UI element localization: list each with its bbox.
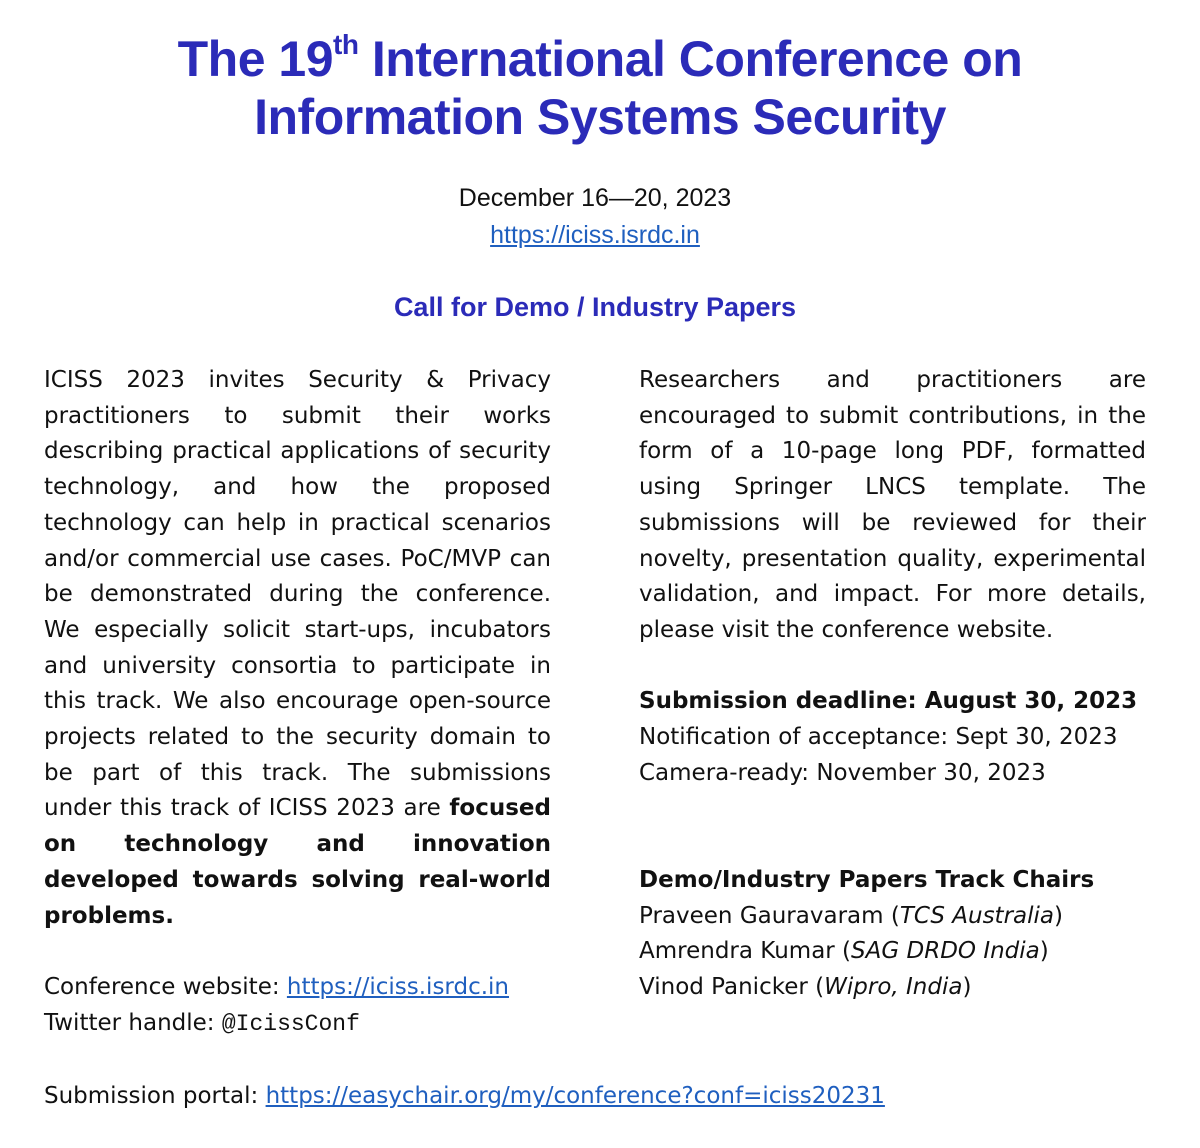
- intro-bold-text: focused on technology and innovation developed towards solving real-world problems.: [44, 795, 551, 929]
- website-label: Conference website:: [44, 973, 287, 1000]
- twitter-label: Twitter handle:: [44, 1009, 222, 1036]
- twitter-handle: @IcissConf: [221, 1010, 360, 1037]
- title-ordinal-suffix: th: [333, 29, 359, 60]
- left-column: [44, 363, 551, 1042]
- submission-portal-link[interactable]: https://easychair.org/my/conference?conf=iciss20231: [265, 1083, 885, 1109]
- portal-label: Submission portal:: [44, 1083, 266, 1109]
- intro-paragraph: [44, 363, 551, 934]
- website-link[interactable]: https://iciss.isrdc.in: [286, 973, 509, 1000]
- title-line1: The 19th International Conference on: [177, 29, 1023, 87]
- track-chairs-heading: Demo/Industry Papers Track Chairs: [639, 866, 1095, 893]
- chair-affiliation: Wipro, India: [824, 973, 963, 1000]
- chair-affiliation: TCS Australia: [899, 902, 1054, 929]
- notification-date: Notification of acceptance: Sept 30, 2023: [639, 724, 1118, 751]
- right-column: [639, 363, 1146, 1006]
- track-chair: Amrendra Kumar (SAG DRDO India): [639, 938, 1049, 965]
- track-chair: Vinod Panicker (Wipro, India): [639, 973, 972, 1000]
- twitter-row: [44, 1006, 551, 1043]
- conference-url-row: [0, 220, 1190, 250]
- intro-text: ICISS 2023 invites Security & Privacy practitioners to submit their works describing practical applications of security technology, and how the proposed technology can help in practical scenarios and/or commercial use cases. PoC/MVP can be demonstrated during the conference. We especially solicit start-ups, incubators and university consortia to participate in this track. We also encourage open-source projects related to the security domain to be part of this track. The submissions under this track of ICISS 2023 are: [44, 367, 551, 822]
- submission-guidelines: Researchers and practitioners are encouraged to submit contributions, in the form of a 10-page long PDF, formatted using Springer LNCS template. The submissions will be reviewed for their novelty, presentation quality, experimental validation, and impact. For more details, please visit the conference website.: [639, 367, 1146, 643]
- title-line2: Information Systems Security: [254, 89, 946, 145]
- submission-deadline: Submission deadline: August 30, 2023: [639, 688, 1138, 715]
- conference-website-row: [44, 970, 551, 1006]
- track-chair: Praveen Gauravaram (TCS Australia): [639, 902, 1063, 929]
- camera-ready-date: Camera-ready: November 30, 2023: [639, 759, 1046, 786]
- conference-dates: December 16—20, 2023: [458, 184, 732, 212]
- submission-portal-row: [44, 1079, 885, 1115]
- conference-title: [0, 30, 1200, 146]
- call-for-papers-heading: Call for Demo / Industry Papers: [393, 292, 797, 322]
- conference-url-link[interactable]: https://iciss.isrdc.in: [490, 221, 700, 249]
- chair-affiliation: SAG DRDO India: [851, 938, 1040, 965]
